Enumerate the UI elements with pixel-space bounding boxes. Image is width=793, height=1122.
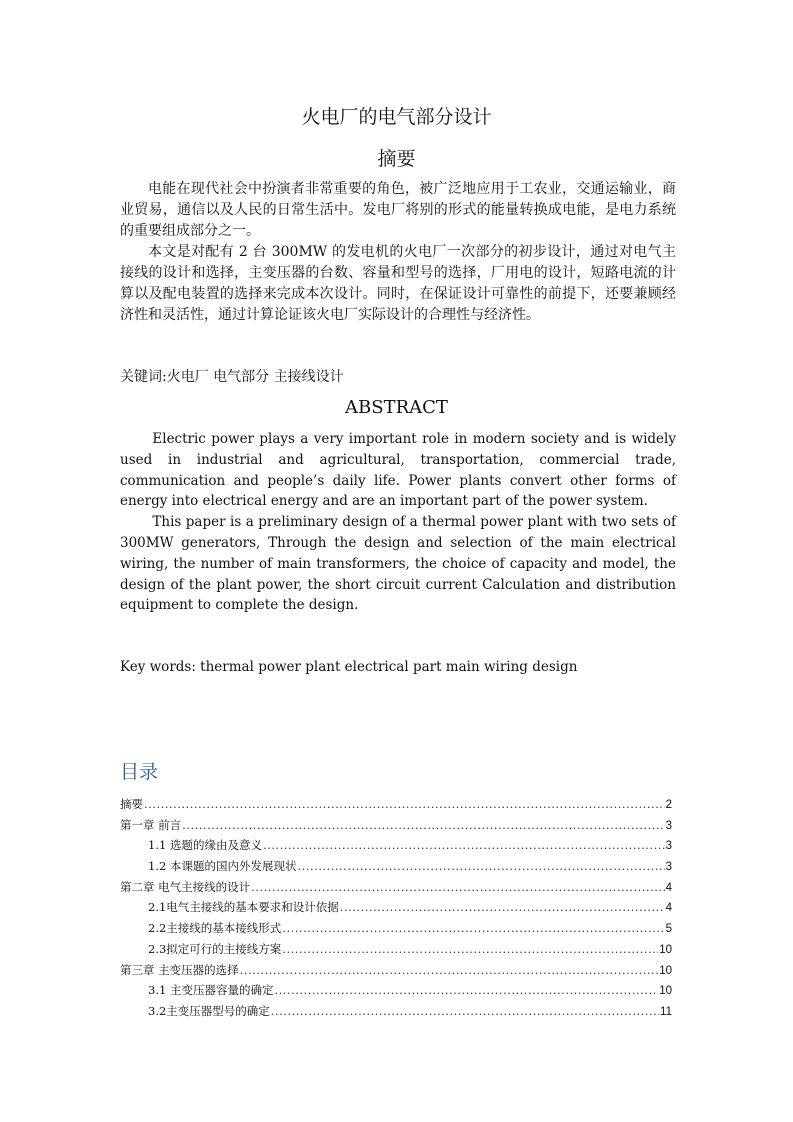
toc-entry-page: 5 bbox=[665, 923, 672, 936]
toc-entry-label: 第三章 主变压器的选择 bbox=[120, 962, 239, 977]
toc-entry-label: 1.2 本课题的国内外发展现状 bbox=[148, 859, 297, 874]
toc-leader-dots bbox=[144, 794, 665, 815]
keywords-cn: 关键词:火电厂 电气部分 主接线设计 bbox=[120, 369, 344, 385]
toc-entry-label: 1.1 选题的缘由及意义 bbox=[148, 838, 262, 853]
toc-entry[interactable] bbox=[120, 815, 672, 836]
toc-entry-page: 10 bbox=[659, 943, 672, 956]
toc-leader-dots bbox=[182, 815, 664, 836]
toc-entry-page: 10 bbox=[659, 964, 672, 977]
toc-entry[interactable] bbox=[120, 960, 672, 981]
toc-leader-dots bbox=[251, 877, 664, 898]
toc-leader-dots bbox=[282, 918, 664, 939]
toc-entry[interactable] bbox=[120, 939, 672, 960]
toc-leader-dots bbox=[282, 939, 658, 960]
toc-entry-label: 3.2主变压器型号的确定 bbox=[148, 1003, 270, 1018]
toc-entry-page: 2 bbox=[665, 799, 672, 811]
abstract-cn-paragraph: 电能在现代社会中扮演者非常重要的角色，被广泛地应用于工农业，交通运输业，商业贸易，通信以及人民的日常生活中。发电厂将别的形式的能量转换成电能，是电力系统的重要组成部分之一。 bbox=[120, 181, 676, 239]
toc-entry-page: 4 bbox=[665, 881, 672, 894]
abstract-cn-paragraph: 本文是对配有 2 台 300MW 的发电机的火电厂一次部分的初步设计，通过对电气主接线的设计和选择，主变压器的台数、容量和型号的选择，厂用电的设计，短路电流的计算以及配电装置的选择来完成本次设计。同时，在保证设计可靠性的前提下，还要兼顾经济性和灵活性，通过计算论证该火电厂实际设计的合理性与经济性。 bbox=[120, 244, 676, 323]
toc-leader-dots bbox=[240, 960, 659, 981]
abstract-en-heading: ABSTRACT bbox=[345, 397, 448, 418]
document-title: 火电厂的电气部分设计 bbox=[301, 106, 492, 128]
toc-heading: 目录 bbox=[120, 762, 159, 783]
toc-leader-dots bbox=[297, 856, 664, 877]
toc-leader-dots bbox=[263, 835, 665, 856]
abstract-en-paragraph: Electric power plays a very important role in modern society and is widely used in industrial and agricultural, transportation, commercial trade, communication and people’s daily life. Power plants convert other forms of energy into electrical energy and are an important part of the power system. bbox=[120, 431, 676, 510]
toc-entry-page: 11 bbox=[660, 1005, 672, 1018]
keywords-en: Key words: thermal power plant electrical part main wiring design bbox=[120, 659, 578, 675]
toc-entry[interactable] bbox=[120, 918, 672, 939]
toc-entry-label: 第一章 前言 bbox=[120, 817, 182, 832]
toc-entry[interactable] bbox=[120, 856, 672, 877]
toc-entry[interactable] bbox=[120, 1001, 672, 1022]
toc-entry-page: 3 bbox=[665, 861, 672, 874]
toc-entry-label: 摘要 bbox=[120, 797, 143, 811]
toc-entry-label: 2.3拟定可行的主接线方案 bbox=[148, 941, 282, 956]
toc-entry-page: 4 bbox=[665, 902, 672, 915]
abstract-en-body bbox=[120, 429, 676, 616]
toc-entry-page: 3 bbox=[665, 840, 672, 853]
toc-entry[interactable] bbox=[120, 835, 672, 856]
abstract-cn-body bbox=[120, 179, 676, 326]
abstract-cn-heading: 摘要 bbox=[377, 148, 416, 170]
toc-entry-page: 10 bbox=[659, 985, 672, 998]
toc-leader-dots bbox=[271, 1001, 659, 1022]
abstract-en-paragraph: This paper is a preliminary design of a thermal power plant with two sets of 300MW generators, Through the design and selection of the main electrical wiring, the number of main transformers, the choice of capacity and model, the design of the plant power, the short circuit current Calculation and distribution equipment to complete the design. bbox=[120, 514, 676, 614]
toc-entry[interactable] bbox=[120, 980, 672, 1001]
table-of-contents bbox=[120, 794, 672, 1022]
toc-leader-dots bbox=[274, 980, 658, 1001]
toc-entry[interactable] bbox=[120, 794, 672, 815]
toc-entry[interactable] bbox=[120, 897, 672, 918]
toc-leader-dots bbox=[340, 897, 665, 918]
toc-entry-page: 3 bbox=[665, 819, 672, 832]
toc-entry-label: 2.2主接线的基本接线形式 bbox=[148, 921, 282, 936]
toc-entry-label: 2.1电气主接线的基本要求和设计依据 bbox=[148, 900, 339, 915]
toc-entry-label: 第二章 电气主接线的设计 bbox=[120, 879, 251, 894]
toc-entry[interactable] bbox=[120, 877, 672, 898]
toc-entry-label: 3.1 主变压器容量的确定 bbox=[148, 983, 274, 998]
